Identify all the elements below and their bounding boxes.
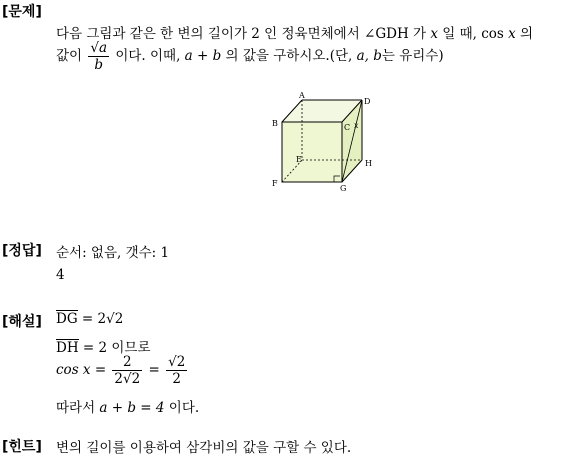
problem-text: 다음 그림과 같은 한 변의 길이가 2 인 정육면체에서 ∠GDH 가 <box>56 26 431 42</box>
solution-line-2 <box>56 336 151 356</box>
solution-text: 따라서 <box>56 400 100 416</box>
fraction-numerator: √a <box>90 40 108 56</box>
problem-text: 일 때, cos <box>437 26 509 42</box>
segment-dh: DH <box>56 340 79 356</box>
hint-label: [힌트] <box>2 439 42 455</box>
vertex-label-b: B <box>272 119 278 128</box>
problem-text: 값이 <box>56 48 87 64</box>
fraction-denominator: b <box>94 57 104 73</box>
fraction-denominator: 2√2 <box>114 371 141 387</box>
answer-label: [정답] <box>2 243 42 259</box>
solution-line-1 <box>56 311 123 327</box>
cos-expression: cos x = <box>56 362 111 378</box>
math-var: x <box>508 26 516 42</box>
fraction-denominator: 2 <box>172 371 181 387</box>
answer-value: 4 <box>56 267 65 283</box>
hint-text: 변의 길이를 이용하여 삼각비의 값을 구할 수 있다. <box>56 440 352 456</box>
vertex-label-e: E <box>296 155 302 164</box>
math-var: x <box>430 26 438 42</box>
math-expression: a + b = 4 <box>99 400 165 416</box>
fraction-2 <box>166 354 187 387</box>
segment-dg: DG <box>56 311 78 327</box>
vertex-label-h: H <box>365 159 372 168</box>
solution-label: [해설] <box>2 314 42 330</box>
vertex-label-g: G <box>340 184 347 193</box>
cube-figure <box>262 88 382 194</box>
problem-text: 이다. 이때, <box>111 48 185 64</box>
problem-text: 의 <box>515 26 534 42</box>
answer-line-1: 순서: 없음, 갯수: 1 <box>56 245 170 261</box>
fraction-1 <box>112 354 142 387</box>
problem-label: [문제] <box>2 4 42 20</box>
solution-line-3 <box>56 354 189 387</box>
vertex-label-d: D <box>364 97 371 106</box>
vertex-label-a: A <box>299 91 305 100</box>
solution-text: = 2√2 <box>77 311 124 327</box>
problem-line-2 <box>56 40 444 73</box>
vertex-label-f: F <box>272 179 278 188</box>
fraction <box>88 40 109 73</box>
math-vars: a, b <box>356 48 382 64</box>
solution-line-4 <box>56 396 199 416</box>
solution-text: 이다. <box>164 400 200 416</box>
fraction-numerator: 2 <box>112 354 142 371</box>
equals-sign: = <box>144 362 165 378</box>
fraction-numerator: √2 <box>168 354 186 370</box>
problem-text: 는 유리수) <box>381 48 444 64</box>
cube-front-face <box>282 122 342 182</box>
solution-text: = 2 이므로 <box>78 340 151 356</box>
math-expression: a + b <box>184 48 222 64</box>
angle-label-x: x <box>354 121 359 130</box>
vertex-label-c: C <box>344 123 351 132</box>
problem-text: 의 값을 구하시오.(단, <box>221 48 357 64</box>
problem-line-1 <box>56 22 533 42</box>
